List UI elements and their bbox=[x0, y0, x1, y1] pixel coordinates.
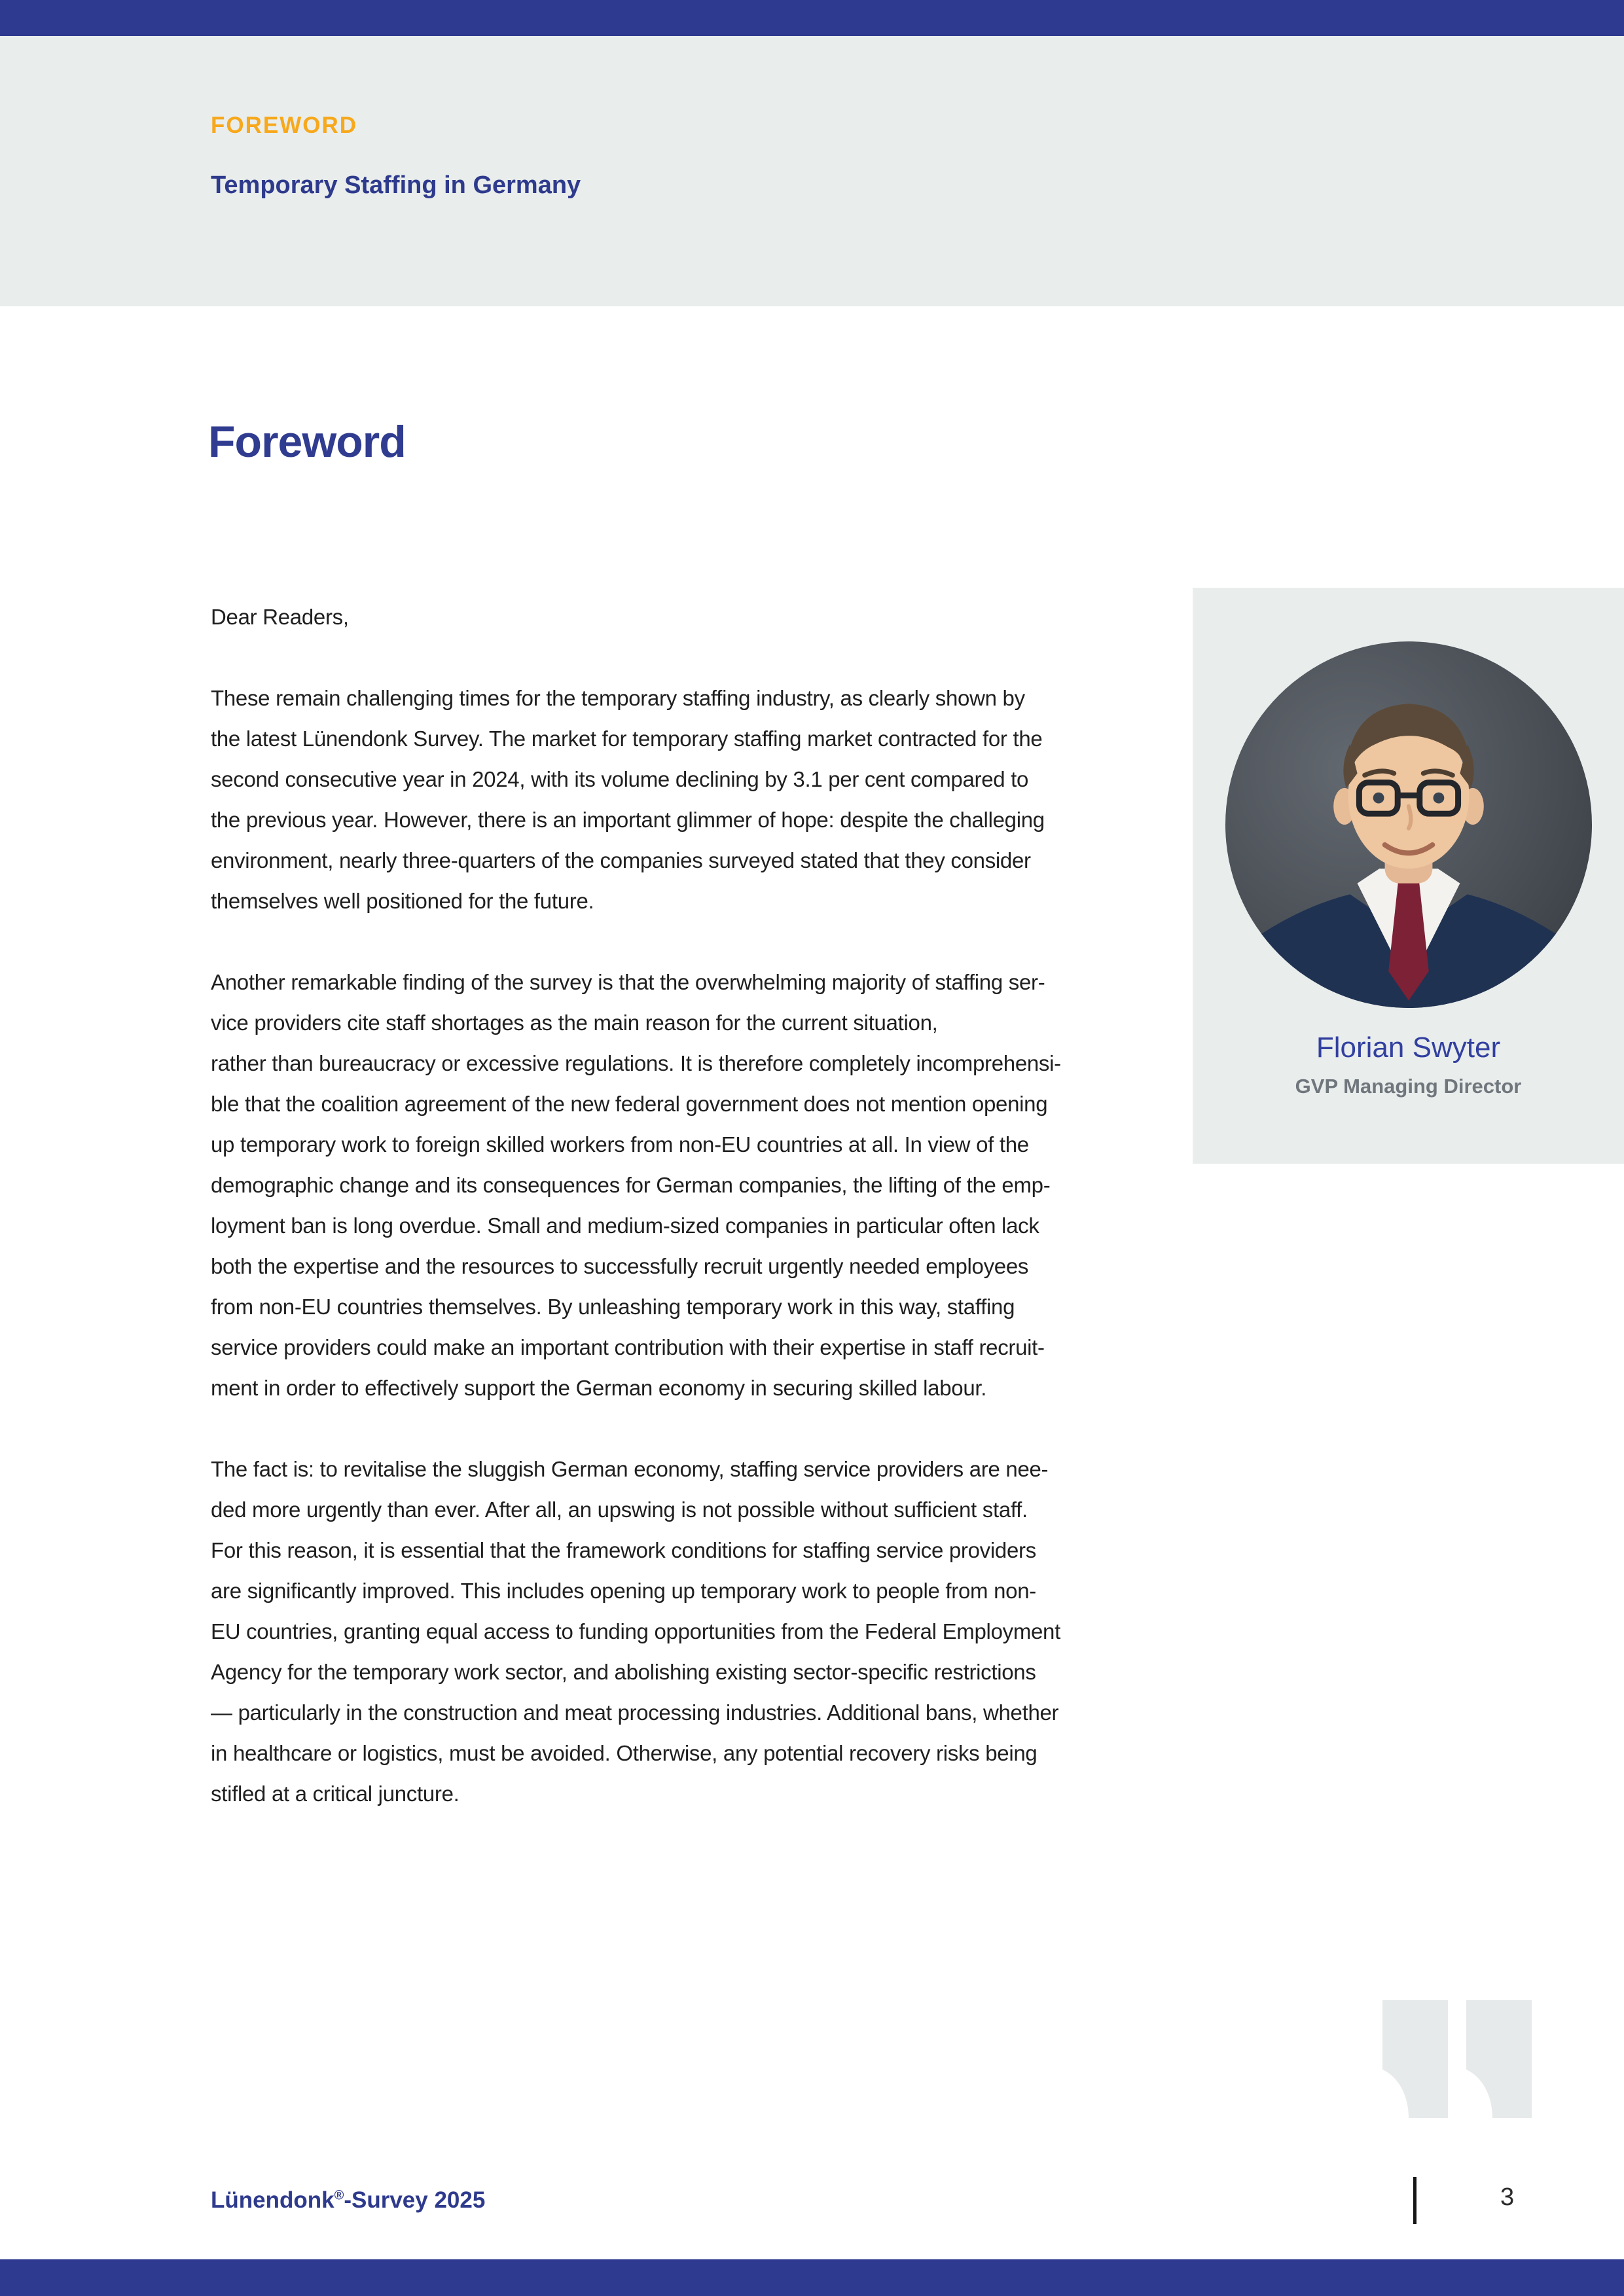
portrait-photo bbox=[1225, 641, 1592, 1008]
top-bar bbox=[0, 0, 1624, 36]
body-text bbox=[211, 597, 1193, 1855]
person-role: GVP Managing Director bbox=[1295, 1075, 1522, 1098]
paragraph-3: The fact is: to revitalise the sluggish German economy, staffing service providers are nee- ded more urgently than ever. After all, an upswing is not possible without sufficient staff. For this reason, it is essential that the framework conditions for staffing service providers are significantly improved. This includes opening up temporary work to people from non- EU countries, granting equal access to funding opportunities from the Federal Employment Agency for the temporary work sector, and abolishing existing sector-specific restrictions — particularly in the construction and meat processing industries. Additional bans, whether in healthcare or logistics, must be avoided. Otherwise, any potential recovery risks being stifled at a critical juncture. bbox=[211, 1457, 1060, 1806]
paragraph-2: Another remarkable finding of the survey is that the overwhelming majority of staffing ser- vice providers cite staff shortages as the main reason for the current situation, rather than bureaucracy or excessive regulations. It is therefore completely incomprehensi- ble that the coalition agreement of the new federal government does not mention opening up temporary work to foreign skilled workers from non-EU countries at all. In view of the demographic change and its consequences for German companies, the lifting of the emp- loyment ban is long overdue. Small and medium-sized companies in particular often lack both the expertise and the resources to successfully recruit urgently needed employees from non-EU countries themselves. By unleashing temporary work in this way, staffing service providers could make an important contribution with their expertise in staff recruit- ment in order to effectively support the German economy in securing skilled labour. bbox=[211, 970, 1061, 1400]
author-panel bbox=[1193, 588, 1624, 1164]
page-number: 3 bbox=[1500, 2183, 1515, 2211]
footer-brand: Lünendonk®-Survey 2025 bbox=[211, 2187, 486, 2213]
person-name: Florian Swyter bbox=[1316, 1031, 1501, 1064]
quote-mark-icon bbox=[1382, 2000, 1533, 2118]
footer-divider bbox=[1413, 2177, 1416, 2224]
paragraph-1: These remain challenging times for the temporary staffing industry, as clearly shown by the latest Lünendonk Survey. The market for temporary staffing market contracted for the second consecutive year in 2024, with its volume declining by 3.1 per cent compared to the previous year. However, there is an important glimmer of hope: despite the challeging environment, nearly three-quarters of the companies surveyed stated that they consider themselves well positioned for the future. bbox=[211, 686, 1045, 913]
document-title: Temporary Staffing in Germany bbox=[211, 171, 581, 199]
salutation: Dear Readers, bbox=[211, 605, 349, 629]
bottom-bar bbox=[0, 2259, 1624, 2296]
page-title: Foreword bbox=[208, 417, 406, 467]
section-eyebrow: FOREWORD bbox=[211, 113, 358, 138]
